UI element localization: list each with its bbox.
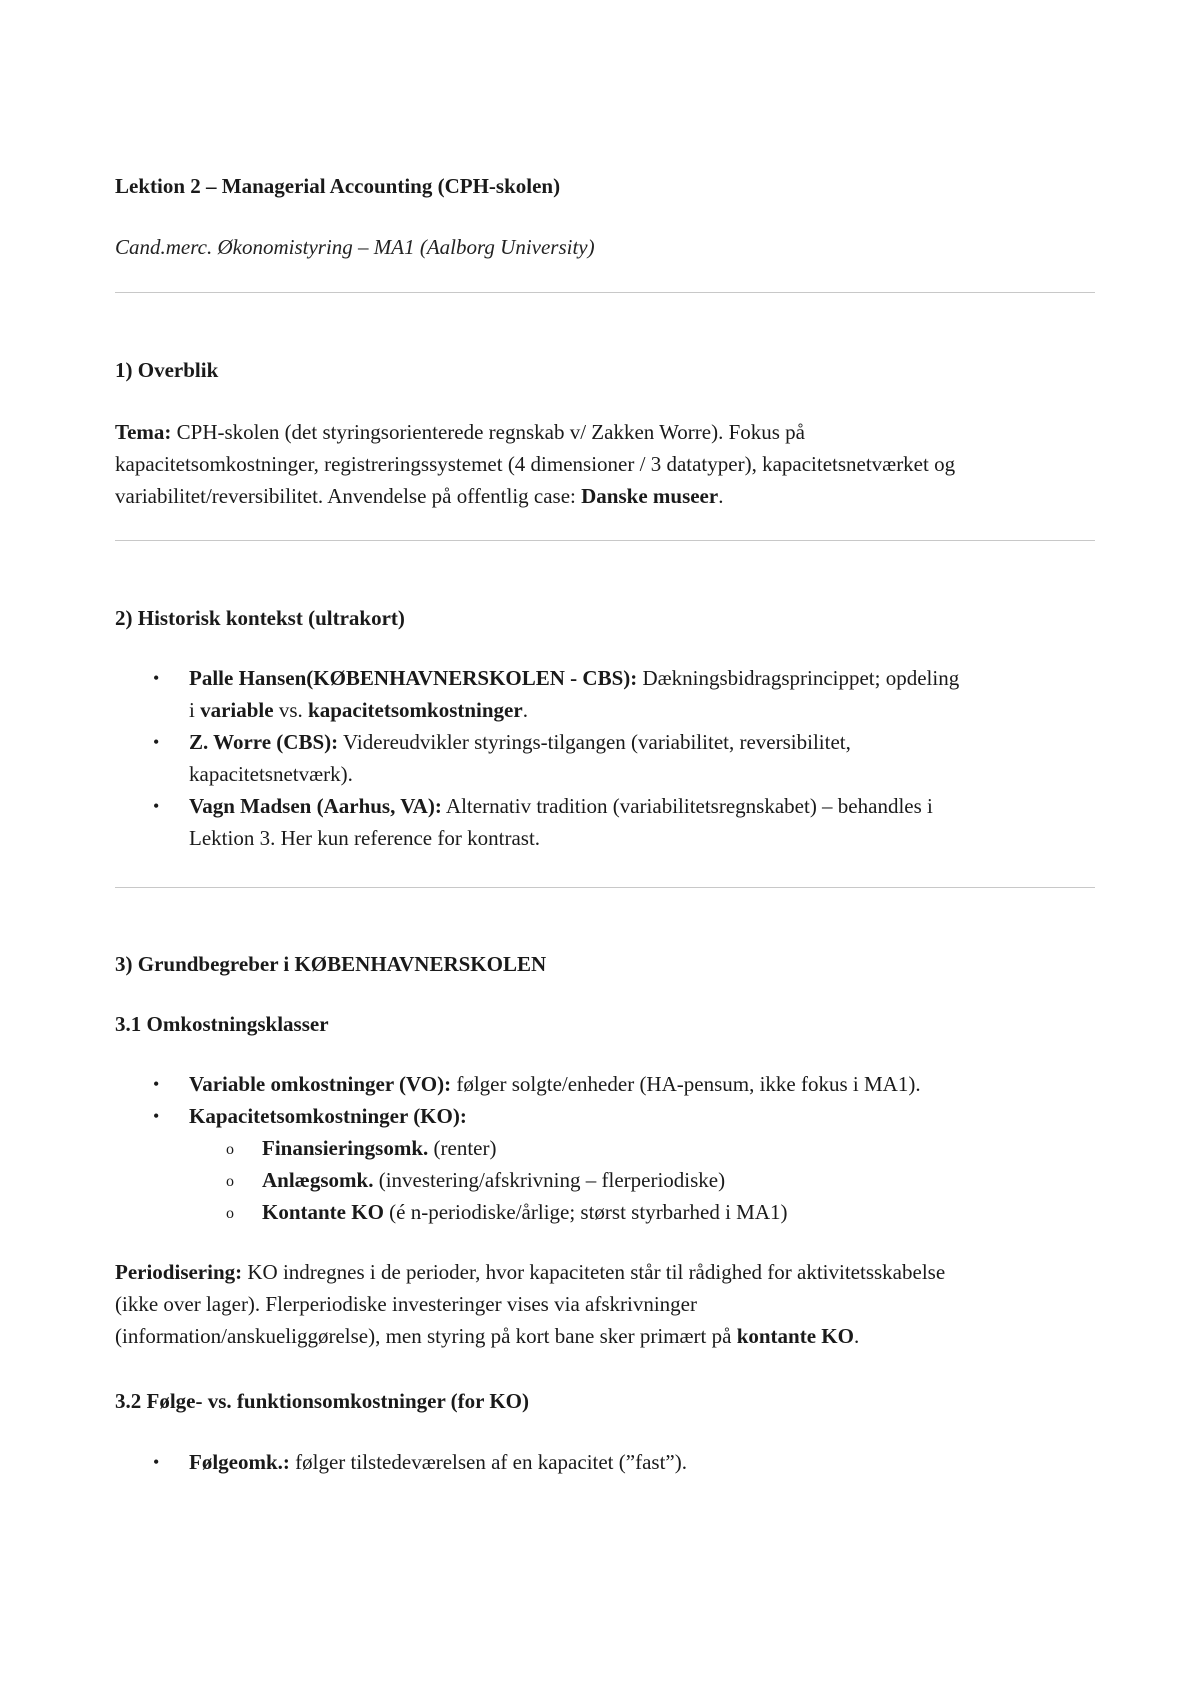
periodisering-end: . [853, 1324, 860, 1348]
item-text: vs. [273, 698, 309, 722]
omkostningsklasser-list [115, 1068, 1105, 1132]
sub-bullet-marker: o [226, 1173, 234, 1190]
bullet-marker: • [153, 732, 160, 752]
item-bold-label: Finansieringsomk. [262, 1136, 429, 1160]
bullet-marker: • [153, 796, 160, 816]
periodisering-paragraph [115, 1256, 1105, 1352]
item-bold-label: Palle Hansen(KØBENHAVNERSKOLEN - CBS): [189, 666, 638, 690]
tema-text-line3: variabilitet/reversibilitet. Anvendelse på offentlig case: [115, 484, 582, 508]
folge-list [115, 1446, 1105, 1478]
item-bold-label: Følgeomk.: [189, 1450, 290, 1474]
list-item [115, 1446, 1105, 1478]
item-text: . [522, 698, 528, 722]
subsection-heading-omkostningsklasser: 3.1 Omkostningsklasser [115, 1012, 329, 1036]
list-item [115, 726, 1105, 790]
tema-period: . [718, 484, 724, 508]
sub-bullet-marker: o [226, 1205, 234, 1222]
item-text: i [189, 698, 201, 722]
section-heading-grundbegreber: 3) Grundbegreber i KØBENHAVNERSKOLEN [115, 952, 547, 976]
section-heading-historisk: 2) Historisk kontekst (ultrakort) [115, 606, 405, 630]
divider [115, 887, 1095, 888]
sub-list-item [115, 1132, 1105, 1164]
tema-text-line2: kapacitetsomkostninger, registreringssystemet (4 dimensioner / 3 datatyper), kapacitetsnetværket og [115, 452, 956, 476]
list-item [115, 662, 1105, 726]
item-bold: kapacitetsomkostninger [308, 698, 523, 722]
item-text: Dækningsbidragsprincippet; opdeling [637, 666, 960, 690]
list-item [115, 1100, 1105, 1132]
periodisering-label: Periodisering: [115, 1260, 243, 1284]
document-subtitle: Cand.merc. Økonomistyring – MA1 (Aalborg University) [115, 235, 595, 259]
tema-text-line1: CPH-skolen (det styringsorienterede regnskab v/ Zakken Worre). Fokus på [171, 420, 805, 444]
item-text: følger tilstedeværelsen af en kapacitet (”fast”). [289, 1450, 687, 1474]
divider [115, 540, 1095, 541]
kapacitet-sublist [115, 1132, 1105, 1228]
bullet-marker: • [153, 1106, 160, 1126]
item-bold-label: Anlægsomk. [262, 1168, 374, 1192]
item-text: (é n-periodiske/årlige; størst styrbarhed i MA1) [383, 1200, 788, 1224]
tema-bold-end: Danske museer [581, 484, 719, 508]
document-title: Lektion 2 – Managerial Accounting (CPH-skolen) [115, 174, 561, 198]
periodisering-bold: kontante KO [736, 1324, 854, 1348]
sub-bullet-marker: o [226, 1141, 234, 1158]
bullet-marker: • [153, 1452, 160, 1472]
sub-list-item [115, 1164, 1105, 1196]
item-text: Videreudvikler styrings-tilgangen (variabilitet, reversibilitet, [338, 730, 851, 754]
divider [115, 292, 1095, 293]
periodisering-text-line1: KO indregnes i de perioder, hvor kapaciteten står til rådighed for aktivitetsskabelse [242, 1260, 946, 1284]
item-text: (renter) [428, 1136, 497, 1160]
list-item [115, 1068, 1105, 1100]
item-text: kapacitetsnetværk). [189, 762, 353, 786]
item-text: (investering/afskrivning – flerperiodiske) [373, 1168, 726, 1192]
item-text: følger solgte/enheder (HA-pensum, ikke fokus i MA1). [451, 1072, 921, 1096]
subsection-heading-folge-funktion: 3.2 Følge- vs. funktionsomkostninger (for KO) [115, 1389, 529, 1413]
bullet-marker: • [153, 668, 160, 688]
item-bold-label: Variable omkostninger (VO): [189, 1072, 452, 1096]
item-bold-label: Vagn Madsen (Aarhus, VA): [189, 794, 442, 818]
item-text: Alternativ tradition (variabilitetsregnskabet) – behandles i [441, 794, 933, 818]
periodisering-text-line2: (ikke over lager). Flerperiodiske investeringer vises via afskrivninger [115, 1292, 697, 1316]
item-bold: variable [200, 698, 274, 722]
list-item [115, 790, 1105, 854]
tema-paragraph [115, 416, 1105, 512]
section-heading-overblik: 1) Overblik [115, 358, 219, 382]
item-bold-label: Kontante KO [262, 1200, 384, 1224]
historisk-list [115, 662, 1105, 854]
tema-label: Tema: [115, 420, 172, 444]
item-bold-label: Kapacitetsomkostninger (KO): [189, 1104, 467, 1128]
bullet-marker: • [153, 1074, 160, 1094]
item-bold-label: Z. Worre (CBS): [189, 730, 339, 754]
sub-list-item [115, 1196, 1105, 1228]
periodisering-text-line3: (information/anskueliggørelse), men styring på kort bane sker primært på [115, 1324, 737, 1348]
item-text: Lektion 3. Her kun reference for kontrast. [189, 826, 541, 850]
